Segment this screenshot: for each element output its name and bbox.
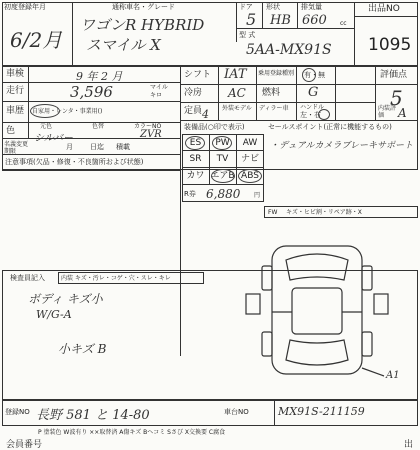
shaken-value: 9 年 2 月 (76, 70, 123, 83)
name-change-label: 名義変更期限 (4, 141, 29, 155)
fw-label: FW (268, 209, 278, 216)
fuel-class-label: 乗用登録種別 (258, 70, 295, 77)
equip-es: ES (189, 138, 202, 148)
equip-airbag: エアB (210, 171, 235, 181)
ac-value: AC (228, 86, 246, 100)
notes-label: 注意事項(欠品・修復・不良箇所および状態) (5, 158, 144, 166)
color-no-value: ZVR (140, 129, 162, 140)
listing-no-value: 1095 (368, 35, 412, 55)
name-change-month: 月 (66, 143, 73, 151)
equip-aw: AW (242, 138, 258, 148)
car-rear-window (286, 340, 348, 365)
door-value: 5 (246, 10, 257, 29)
equip-abs: ABS (241, 171, 259, 181)
header-frame (2, 2, 418, 66)
interior-value: A (398, 106, 407, 120)
first-reg-label: 初度登録年月 (4, 3, 46, 11)
shaken-label: 車検 (6, 69, 25, 79)
inspector-label: 検査員記入 (10, 274, 45, 282)
capacity-value: 4 (202, 108, 209, 121)
chassis-value: MX91S-211159 (278, 405, 365, 418)
car-damage-diagram (234, 228, 410, 394)
handle-label: ハンドル (300, 104, 325, 111)
tax-label: 積載 (116, 143, 130, 151)
equip-tv: TV (216, 154, 229, 164)
equip-leather: カワ (186, 171, 205, 181)
displacement-label: 排気量 (301, 3, 322, 11)
first-reg-value: 6/2月 (10, 28, 63, 52)
name-change-day: 日迄 (90, 143, 104, 151)
fuel-options: 有・無 (304, 71, 325, 79)
shift-label: シフト (184, 70, 212, 80)
car-roof (292, 288, 342, 334)
history-options: 自家用・レンタ・事業用() (32, 108, 103, 115)
type-value: 5AA-MX91S (246, 42, 332, 58)
reg-no-label: 登録NO (5, 408, 30, 416)
chassis-label: 車台NO (224, 408, 249, 416)
right-mirror (374, 294, 388, 314)
shape-value: HB (270, 13, 291, 28)
rear-right-wheel (362, 332, 372, 356)
displacement-value: 660 (302, 13, 327, 28)
sales-point-label: セールスポイント(正常に機能するもの) (268, 123, 392, 131)
model-grade-label: 通称車名・グレード (112, 3, 175, 11)
fuel-label: 燃料 (262, 88, 281, 98)
rear-left-wheel (262, 332, 272, 356)
equipment-label: 装備品(○印で表示) (184, 123, 245, 131)
marks-legend: キズ・ヒビ割・リペア跡・X (286, 209, 362, 216)
car-body-outline (272, 246, 362, 374)
reg-no-value: 長野 581 と 14-80 (36, 408, 150, 423)
recycle-unit: 円 (254, 192, 261, 199)
shape-label: 形状 (266, 3, 280, 11)
mileage-label: 走行 (6, 86, 25, 96)
color-label: 色 (6, 126, 16, 136)
score-label: 評価点 (380, 70, 408, 80)
equip-navi: ナビ (240, 154, 259, 164)
color-value: シルバー (34, 133, 74, 144)
dealer-label: ディラー車 (259, 105, 289, 112)
inspector-line-2: W/G-A (36, 308, 72, 321)
equip-pw: PW (215, 138, 230, 148)
ac-label: 冷房 (184, 88, 203, 98)
mileage-value: 3,596 (70, 83, 113, 101)
inspector-line-1: ボディ キズ小 (28, 292, 103, 306)
type-label: 型 式 (239, 31, 256, 39)
ext-model-label: 外装モデル (222, 105, 252, 112)
model-line-1: ワゴンR HYBRID (80, 16, 205, 34)
inspector-categories: 内装 キズ・汚レ・コゲ・穴・スレ・キレ (61, 275, 171, 282)
door-label: ドア (239, 3, 253, 11)
color-original-label: 元色 (40, 123, 53, 130)
fuel-value: G (308, 85, 319, 100)
score-value: 5 (390, 86, 403, 110)
history-label: 車歴 (6, 106, 25, 116)
front-right-wheel (362, 266, 372, 290)
color-paint-label: 色替 (92, 123, 105, 130)
left-mirror (246, 294, 260, 314)
damage-pointer (362, 368, 384, 376)
damage-legend: P 塗装色 W波有り ××取替済 A傷キズ Bヘコミ Sさび X交換要 C腐食 (38, 429, 226, 436)
damage-mark: A1 (386, 370, 400, 381)
corner-label: 出 (404, 440, 414, 450)
listing-no-label: 出品NO (368, 4, 400, 14)
color-no-label: カラーNO (134, 123, 162, 130)
mileage-unit-km: キロ (150, 92, 163, 99)
front-left-wheel (262, 266, 272, 290)
recycle-value: 6,880 (206, 187, 241, 201)
shift-value: IAT (224, 67, 247, 82)
handle-value: 左・右 (300, 111, 321, 119)
sales-point-text: ・デュアルカメラブレーキサポート (270, 141, 414, 151)
capacity-label: 定員 (184, 106, 203, 116)
displacement-unit: cc (340, 20, 347, 27)
member-number-label: 会員番号 (6, 440, 43, 450)
model-line-2: スマイル X (86, 36, 161, 54)
car-windshield (286, 254, 348, 280)
inspector-line-3: 小キズ B (58, 342, 107, 356)
equip-sr: SR (189, 154, 202, 164)
recycle-label: R券 (184, 190, 196, 198)
mileage-unit-mile: マイル (150, 84, 168, 91)
interior-label: 内装評価 (378, 105, 397, 119)
